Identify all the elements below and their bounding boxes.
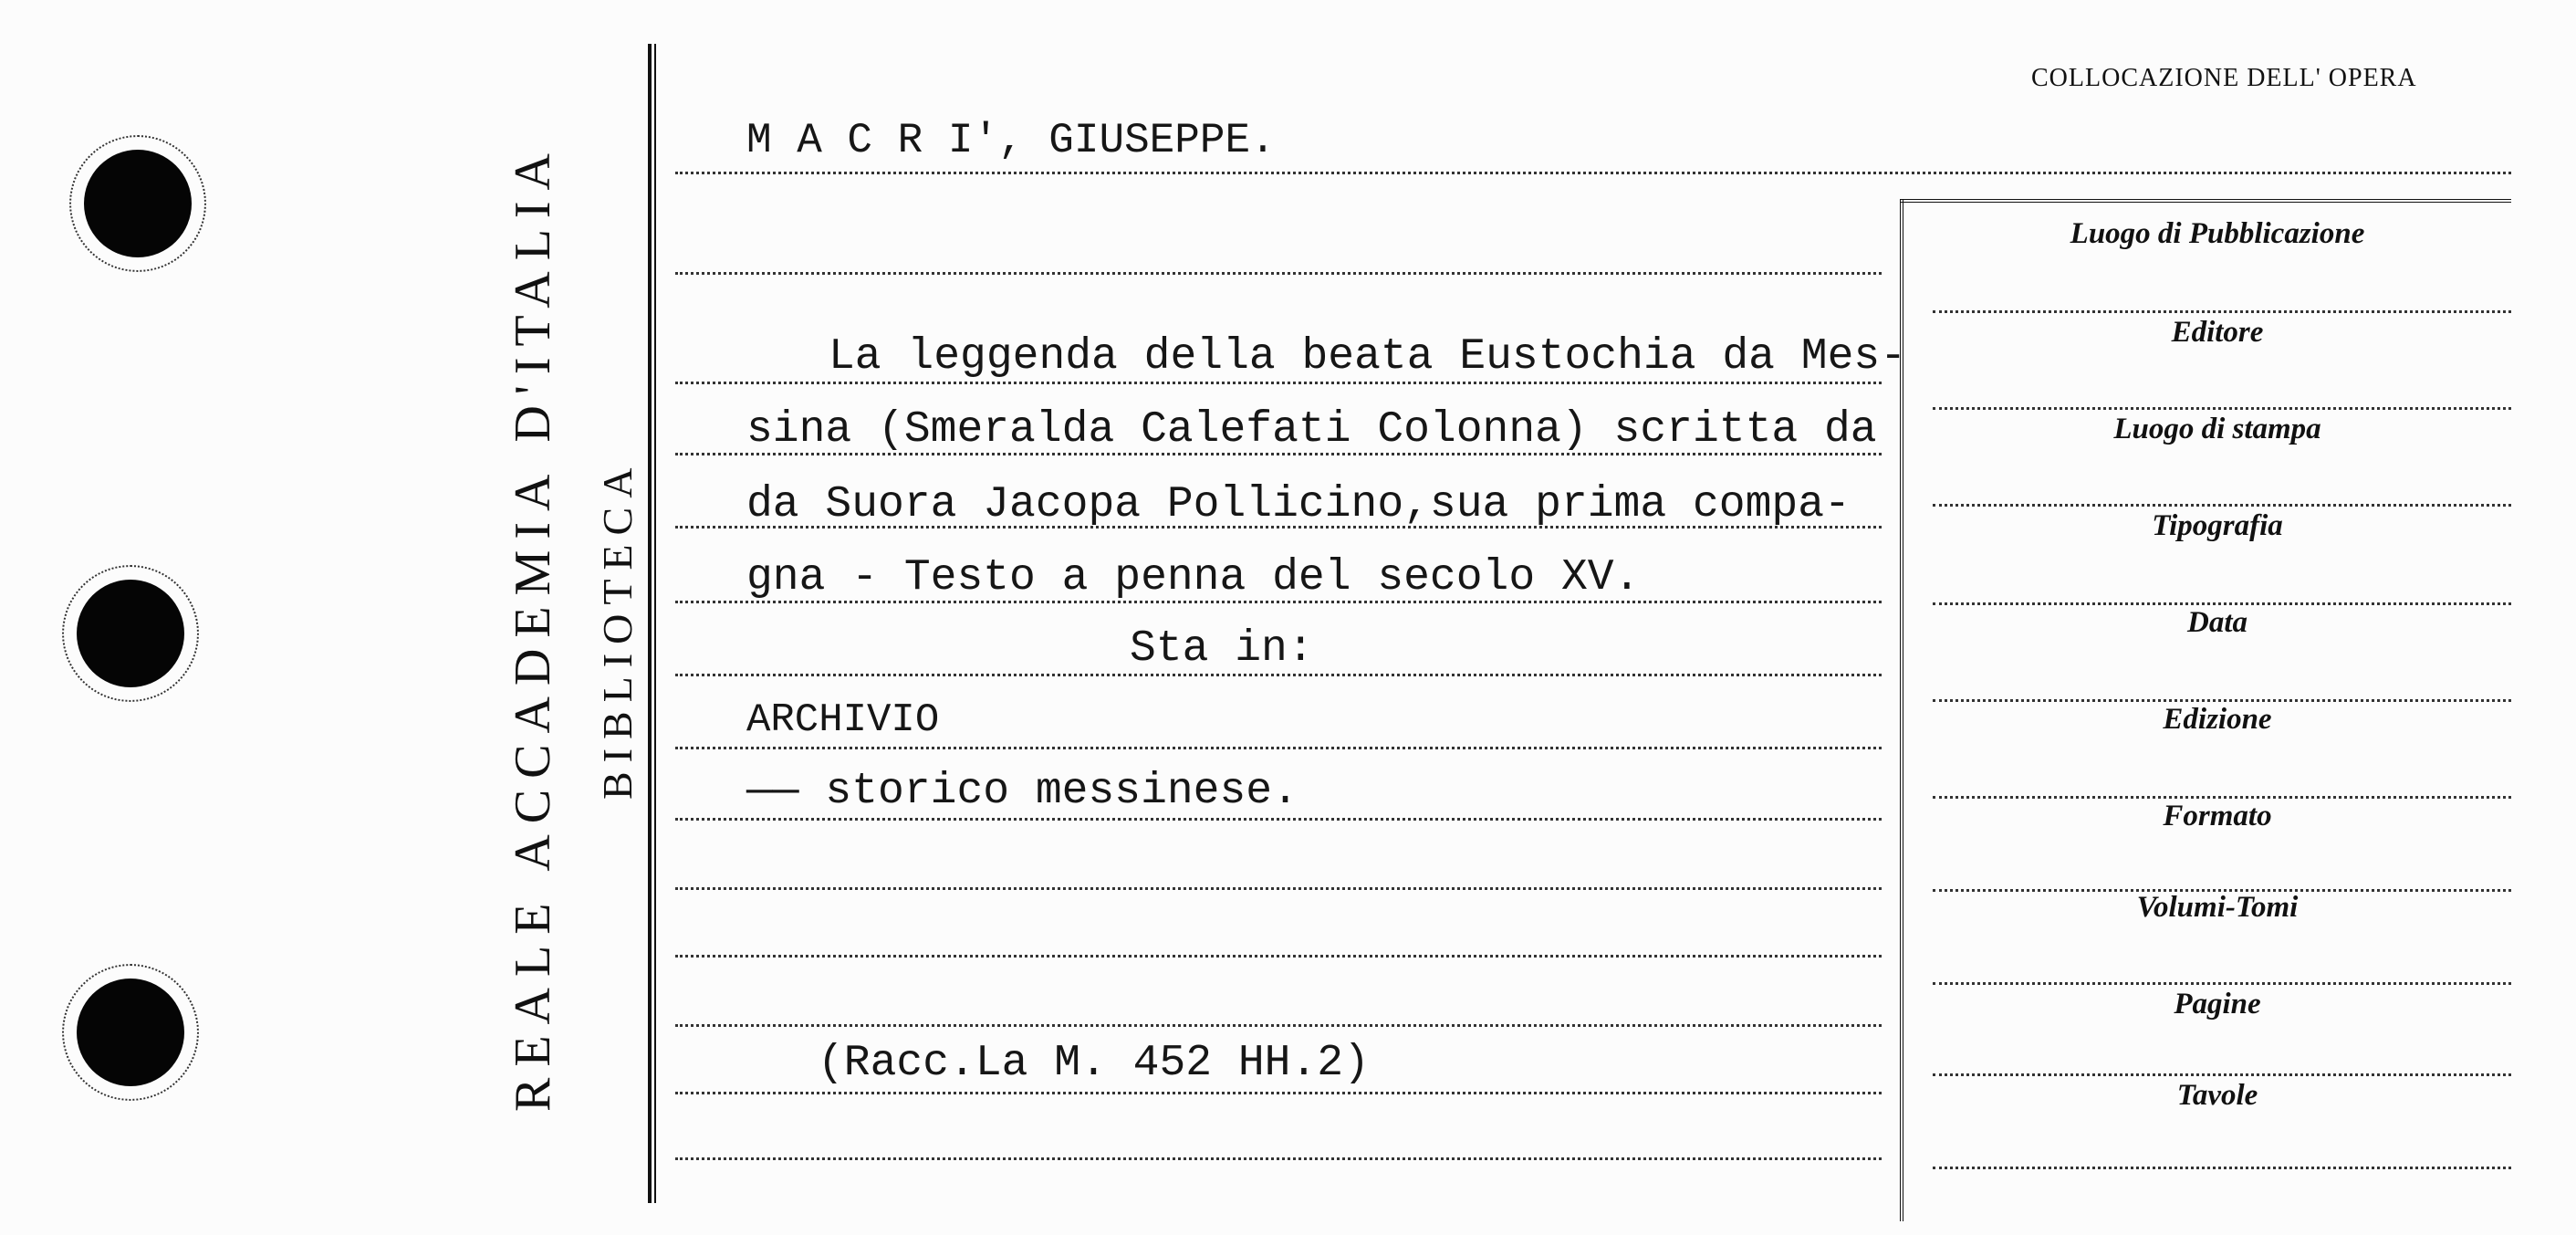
rule-line	[675, 674, 1882, 676]
field-rule-line	[1933, 1073, 2511, 1076]
field-rule-line	[1933, 796, 2511, 799]
rule-line	[675, 382, 1882, 384]
field-pagine: Pagine	[2174, 988, 2261, 1020]
rule-line	[675, 1092, 1882, 1094]
rule-line	[675, 747, 1882, 749]
institution-name: REALE ACCADEMIA D'ITALIA	[505, 142, 561, 1112]
fields-frame-top	[1900, 199, 2511, 203]
field-rule-line	[1933, 699, 2511, 702]
sta-in-label: Sta in:	[1130, 624, 1314, 674]
field-luogo-stampa: Luogo di stampa	[2113, 413, 2321, 445]
field-tipografia: Tipografia	[2152, 509, 2283, 542]
collocazione-header: COLLOCAZIONE DELL' OPERA	[2031, 64, 2417, 92]
journal-line-1: ARCHIVIO	[746, 697, 940, 743]
shelfmark: (Racc.La M. 452 HH.2)	[818, 1039, 1370, 1088]
title-line-3: da Suora Jacopa Pollicino,sua prima compa-	[746, 480, 1851, 529]
punch-hole-top	[84, 150, 192, 257]
field-rule-line	[1933, 602, 2511, 605]
field-rule-line	[1933, 310, 2511, 313]
punch-hole-bottom	[77, 979, 184, 1086]
field-edizione: Edizione	[2163, 703, 2272, 736]
journal-line-2: —— storico messinese.	[746, 767, 1298, 816]
rule-line	[675, 1024, 1882, 1027]
author-name: M A C R I', GIUSEPPE.	[746, 117, 1276, 164]
punch-hole-middle	[77, 580, 184, 687]
title-line-4: gna - Testo a penna del secolo XV.	[746, 553, 1641, 602]
field-rule-line	[1933, 504, 2511, 507]
field-data: Data	[2187, 606, 2247, 639]
rule-line	[675, 1157, 1882, 1160]
rule-line	[675, 955, 1882, 958]
title-line-2: sina (Smeralda Calefati Colonna) scritta da	[746, 405, 1877, 455]
title-line-1: La leggenda della beata Eustochia da Mes-	[829, 332, 1906, 382]
field-tavole: Tavole	[2176, 1079, 2258, 1112]
rule-line	[675, 818, 1882, 821]
field-rule-line	[1933, 982, 2511, 985]
rule-line	[675, 272, 1882, 275]
field-luogo-pubblicazione: Luogo di Pubblicazione	[2070, 217, 2365, 250]
left-divider-2	[654, 44, 656, 1203]
left-divider	[648, 44, 652, 1203]
field-formato: Formato	[2163, 800, 2272, 832]
rule-line	[675, 887, 1882, 890]
field-rule-line	[1933, 407, 2511, 410]
library-name: BIBLIOTECA	[594, 458, 641, 800]
rule-line	[675, 172, 2511, 174]
field-editore: Editore	[2171, 316, 2264, 349]
field-rule-line	[1933, 1167, 2511, 1169]
field-volumi-tomi: Volumi-Tomi	[2136, 891, 2299, 924]
